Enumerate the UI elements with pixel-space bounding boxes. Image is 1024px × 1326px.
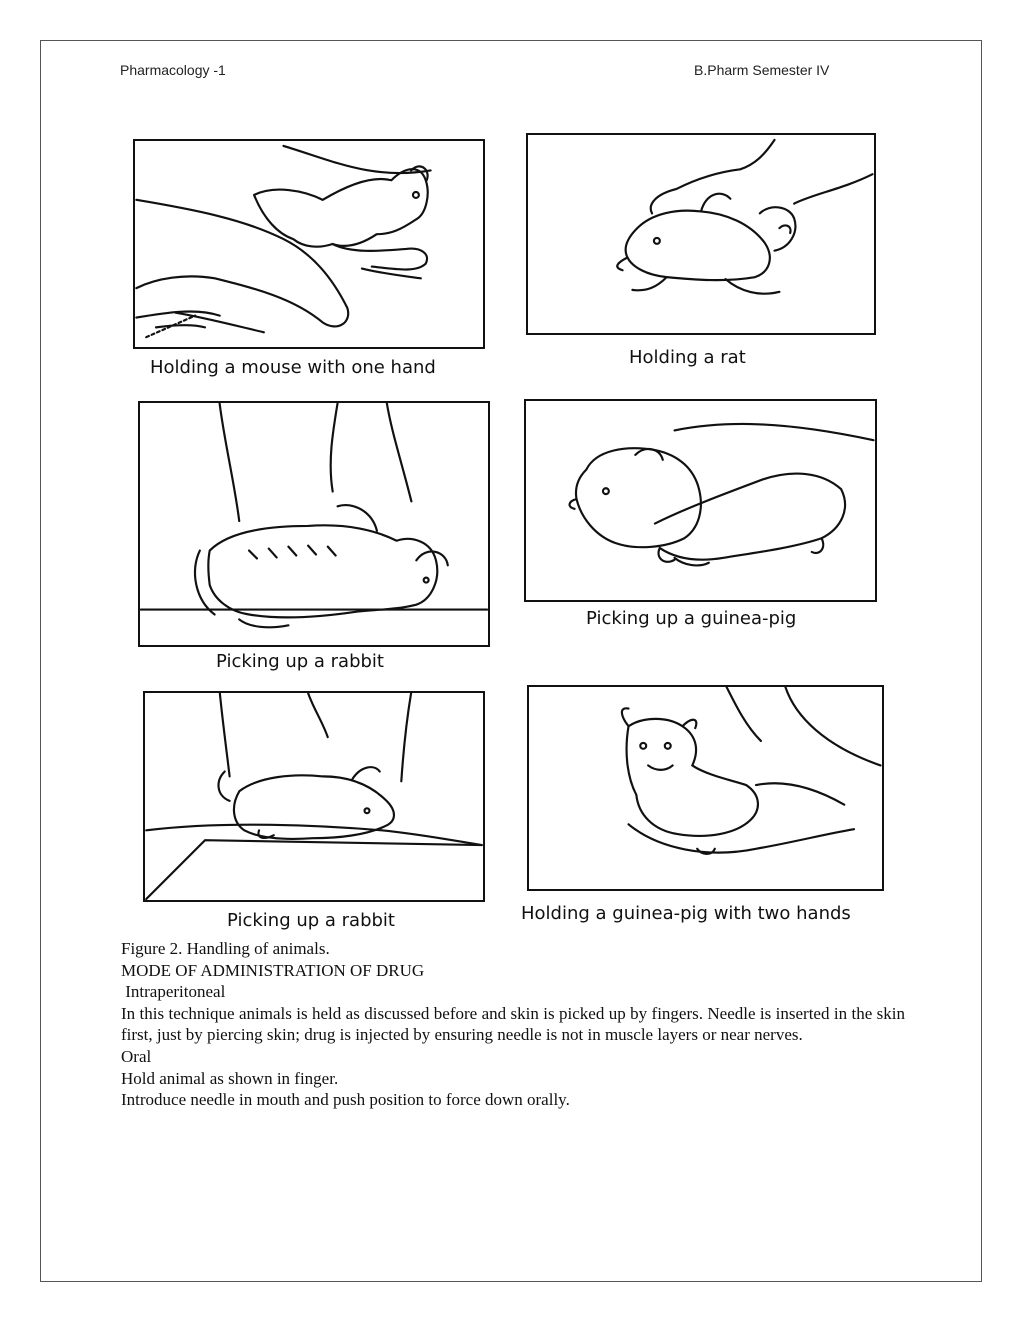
- figure-caption: Picking up a rabbit: [216, 651, 384, 672]
- body-text: [121, 938, 905, 1111]
- rabbit-on-table-illustration: [145, 693, 483, 900]
- figure-panel-rabbit: [138, 401, 490, 647]
- oral-line-1: Hold animal as shown in finger.: [121, 1068, 339, 1088]
- figure-caption-text: Figure 2. Handling of animals.: [121, 939, 330, 958]
- figure-panel-rat: [526, 133, 876, 335]
- guinea-pig-two-hands-illustration: [529, 687, 882, 889]
- figure-panel-guinea-pig-two-hands: [527, 685, 884, 891]
- intraperitoneal-heading: Intraperitoneal: [121, 982, 226, 1002]
- figure-panel-rabbit-table: [143, 691, 485, 902]
- mouse-handling-illustration: [135, 141, 483, 347]
- figure-caption: Holding a rat: [629, 347, 746, 368]
- oral-line-2: Introduce needle in mouth and push position to force down orally.: [121, 1090, 570, 1110]
- guinea-pig-handling-illustration: [526, 401, 875, 600]
- rabbit-handling-illustration: [140, 403, 488, 645]
- rat-handling-illustration: [528, 135, 874, 333]
- figure-caption: Holding a mouse with one hand: [150, 357, 436, 378]
- figure-caption: Picking up a rabbit: [227, 910, 395, 931]
- figure-panel-guinea-pig: [524, 399, 877, 602]
- section-heading: MODE OF ADMINISTRATION OF DRUG: [121, 960, 425, 980]
- header-course-title: Pharmacology -1: [120, 62, 226, 78]
- figure-panel-mouse: [133, 139, 485, 349]
- figure-caption: Picking up a guinea-pig: [586, 608, 797, 629]
- oral-heading: Oral: [121, 1046, 152, 1066]
- intraperitoneal-paragraph: In this technique animals is held as discussed before and skin is picked up by fingers. Needle is inserted in the skin first, just by piercing skin; drug is injected by ensuring needle is not in muscle layers or near nerves.: [121, 1003, 905, 1045]
- header-semester: B.Pharm Semester IV: [694, 62, 830, 78]
- figure-caption: Holding a guinea-pig with two hands: [521, 903, 851, 924]
